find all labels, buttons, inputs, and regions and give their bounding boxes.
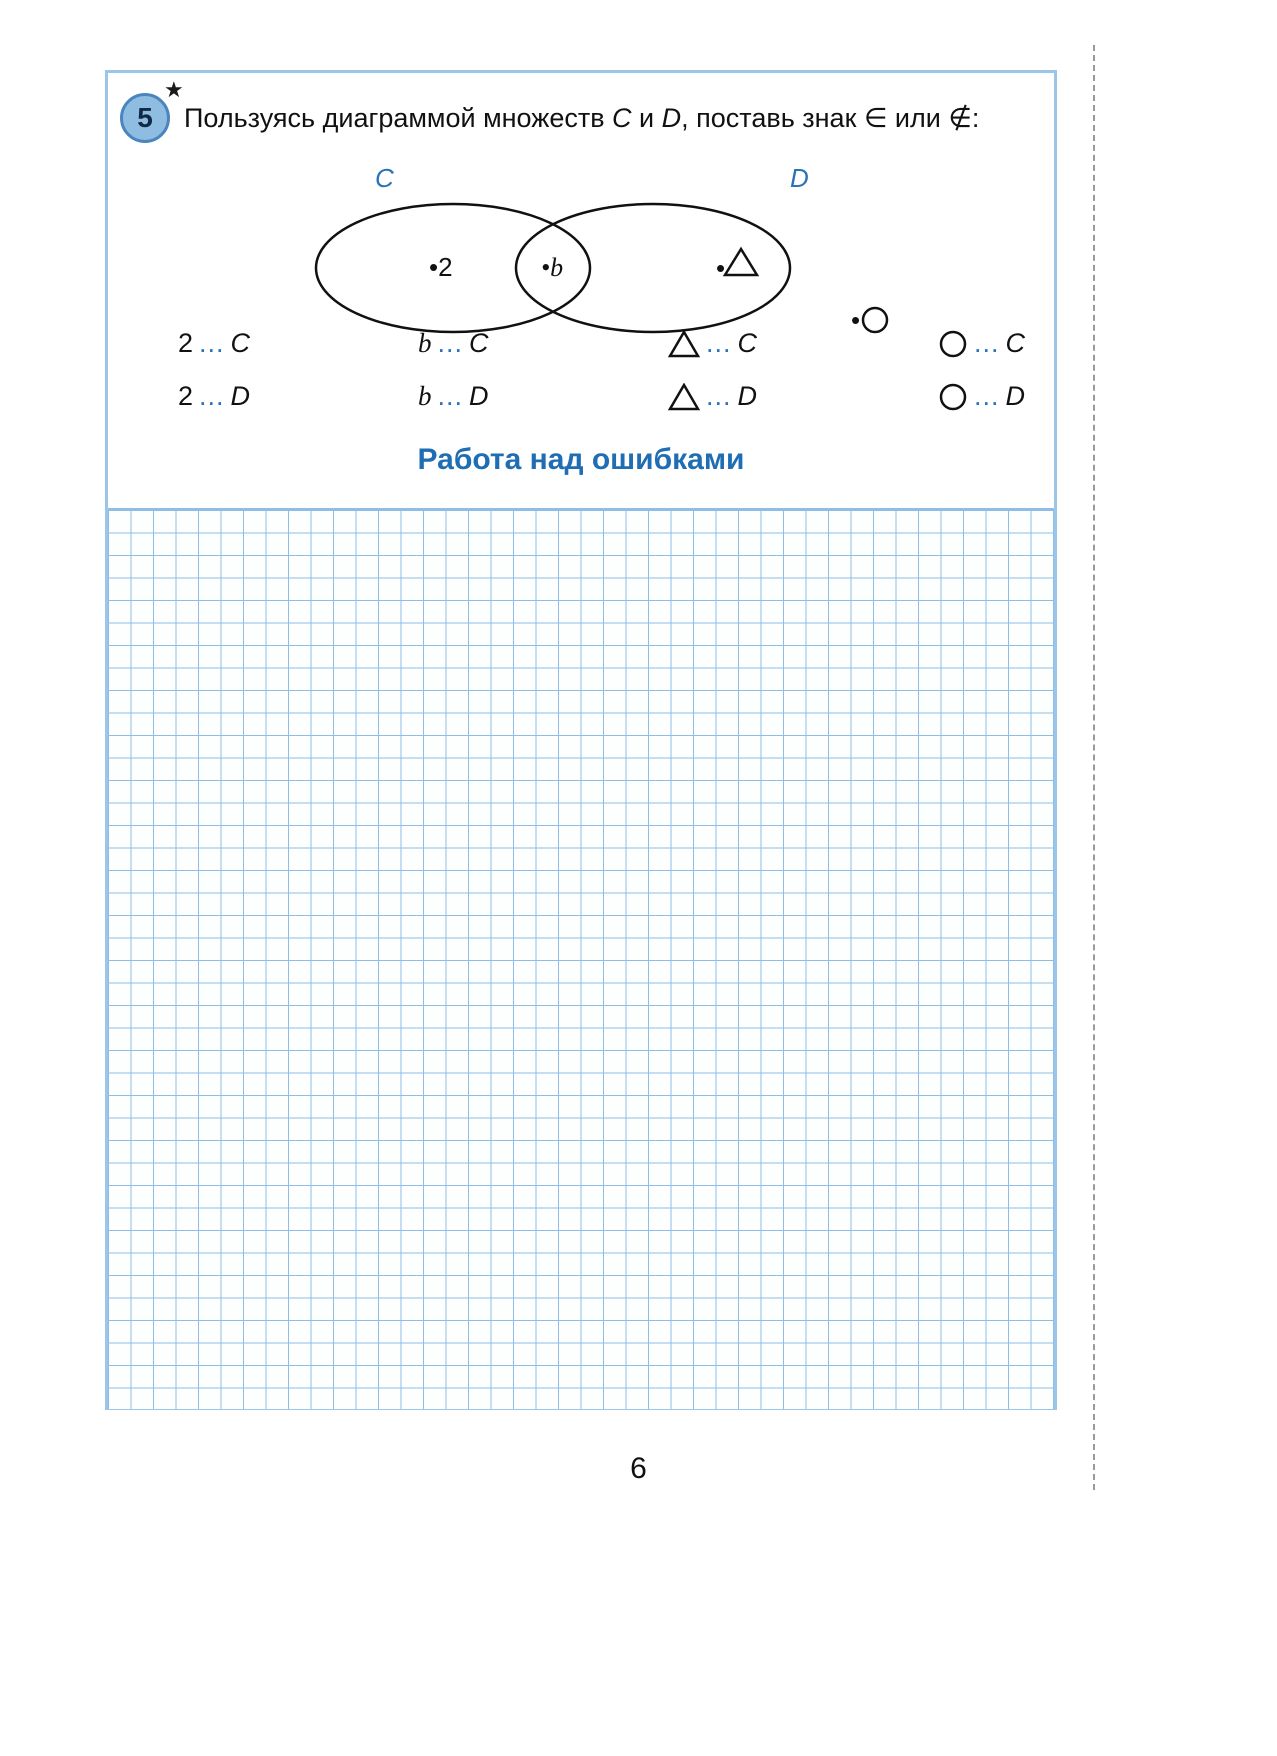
set-d-label: D	[790, 163, 809, 193]
worksheet-frame	[105, 70, 1057, 1410]
star-icon: ★	[164, 77, 184, 102]
writing-grid[interactable]	[108, 508, 1054, 1409]
task-instruction: Пользуясь диаграммой множеств C и D, поставь знак ∈ или ∉:	[184, 103, 980, 133]
exercise-cell: b ... C	[418, 328, 489, 358]
cut-line	[1093, 45, 1095, 1490]
set-c-label: C	[375, 163, 394, 193]
exercise-row-1	[178, 328, 1058, 368]
page-number: 6	[630, 1452, 647, 1485]
task-header	[120, 77, 1050, 143]
exercise-cell: b ... D	[418, 381, 489, 411]
exercise-cell: 2 ... D	[178, 381, 251, 411]
exercise-row-2	[178, 381, 1058, 421]
exercise-cell: ... D	[668, 381, 757, 412]
section-title: Работа над ошибками	[417, 443, 745, 476]
triangle-icon	[668, 383, 700, 411]
circle-icon	[938, 382, 968, 412]
triangle-icon	[668, 330, 700, 358]
element-b: •b	[541, 253, 564, 282]
exercise-cell: ... D	[938, 381, 1025, 412]
triangle-icon	[725, 249, 757, 275]
circle-icon	[938, 329, 968, 359]
element-2: •2	[429, 252, 453, 282]
element-circle-dot: •	[851, 305, 861, 335]
exercise-cell: ... C	[668, 328, 757, 359]
element-triangle-dot: •	[716, 253, 726, 283]
exercise-cell: ... C	[938, 328, 1025, 359]
task-number: 5	[137, 102, 153, 133]
exercise-cell: 2 ... C	[178, 328, 251, 358]
task-number-badge	[120, 93, 170, 143]
